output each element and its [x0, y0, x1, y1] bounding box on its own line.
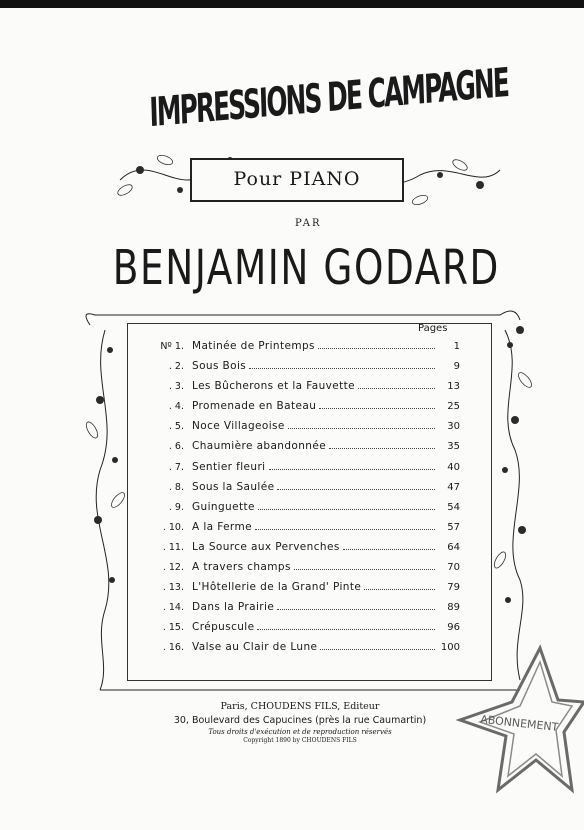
toc-title: A la Ferme — [192, 520, 252, 533]
toc-page: 89 — [447, 602, 460, 614]
toc-number: . 11. — [162, 541, 184, 553]
leader-dots — [249, 368, 435, 369]
toc-number: . 2. — [168, 361, 184, 373]
toc-page: 40 — [447, 461, 460, 473]
toc-number: . 3. — [168, 381, 184, 393]
toc-page: 79 — [447, 582, 460, 594]
rights-notice: Tous droits d'exécution et de reproduction réservés — [208, 728, 392, 736]
toc-number: . 5. — [168, 421, 184, 433]
toc-page: 9 — [453, 361, 460, 373]
copyright-notice: Copyright 1890 by CHOUDENS FILS — [243, 737, 357, 744]
toc-title: Sentier fleuri — [192, 460, 266, 473]
toc-row — [150, 581, 460, 601]
leader-dots — [277, 609, 435, 610]
toc-page: 57 — [447, 521, 460, 533]
leader-dots — [255, 529, 435, 530]
toc-row — [150, 461, 460, 481]
leader-dots — [277, 489, 435, 490]
toc-row — [150, 481, 460, 501]
toc-row — [150, 521, 460, 541]
toc-number: . 13. — [162, 582, 184, 594]
toc-number: . 8. — [168, 481, 184, 493]
leader-dots — [288, 428, 435, 429]
toc-title: Noce Villageoise — [192, 420, 285, 433]
publisher-block — [150, 700, 450, 745]
work-title: IMPRESSIONS DE CAMPAGNE — [148, 60, 509, 137]
publisher-address: 30, Boulevard des Capucines (près la rue Caumartin) — [173, 715, 427, 726]
leader-dots — [343, 549, 435, 550]
toc-number: . 14. — [162, 602, 184, 614]
toc-row — [150, 440, 460, 460]
toc-number: . 4. — [168, 401, 184, 413]
toc-page: 96 — [447, 622, 460, 634]
pages-header: Pages — [418, 323, 448, 334]
toc-row — [150, 420, 460, 440]
toc-title: Valse au Clair de Lune — [192, 641, 318, 654]
toc-title: La Source aux Pervenches — [192, 540, 340, 553]
toc-page: 25 — [447, 401, 460, 413]
leader-dots — [269, 469, 436, 470]
toc-page: 1 — [453, 341, 460, 352]
toc-row — [150, 621, 460, 641]
toc-row — [150, 641, 460, 661]
toc-title: Dans la Prairie — [192, 601, 275, 614]
toc-number: . 15. — [162, 622, 184, 634]
toc-title: Sous la Saulée — [192, 480, 275, 493]
toc-page: 70 — [447, 562, 460, 574]
toc-row — [150, 501, 460, 521]
leader-dots — [319, 408, 435, 409]
stamp-text: ABONNEMENT — [479, 712, 559, 734]
toc-row — [150, 380, 460, 400]
toc-number: . 7. — [168, 461, 184, 473]
leader-dots — [329, 448, 435, 449]
toc-row — [150, 561, 460, 581]
leader-dots — [364, 589, 435, 590]
subtitle: Pour PIANO — [233, 168, 361, 190]
top-border — [0, 0, 584, 8]
toc-number: . 12. — [162, 562, 184, 574]
leader-dots — [258, 509, 435, 510]
table-of-contents — [150, 340, 460, 662]
toc-page: 30 — [447, 421, 460, 433]
leader-dots — [257, 629, 435, 630]
toc-row — [150, 360, 460, 380]
toc-number: . 10. — [162, 521, 184, 533]
composer-name: BENJAMIN GODARD — [112, 240, 500, 296]
toc-row — [150, 400, 460, 420]
toc-row — [150, 601, 460, 621]
toc-title: Les Bûcherons et la Fauvette — [192, 380, 355, 393]
toc-title: Promenade en Bateau — [192, 400, 317, 413]
leader-dots — [294, 569, 435, 570]
leader-dots — [320, 649, 435, 650]
toc-page: 54 — [447, 501, 460, 513]
toc-title: L'Hôtellerie de la Grand' Pinte — [192, 581, 362, 594]
toc-number: . 6. — [168, 441, 184, 453]
toc-number: Nº 1. — [160, 341, 184, 352]
library-stamp — [440, 640, 584, 830]
toc-title: Sous Bois — [192, 360, 247, 373]
toc-title: A travers champs — [192, 561, 291, 574]
publisher-name: Paris, CHOUDENS FILS, Editeur — [220, 701, 380, 712]
toc-page: 35 — [447, 441, 460, 453]
toc-title: Guinguette — [192, 500, 255, 513]
toc-number: . 9. — [168, 501, 184, 513]
by-label: PAR — [295, 218, 322, 229]
toc-page: 13 — [447, 381, 460, 393]
toc-page: 64 — [447, 541, 460, 553]
toc-page: 47 — [447, 481, 460, 493]
toc-page: 100 — [440, 642, 460, 654]
toc-title: Matinée de Printemps — [192, 340, 315, 352]
toc-number: . 16. — [162, 642, 184, 654]
toc-row — [150, 340, 460, 360]
toc-title: Crépuscule — [192, 621, 255, 634]
toc-row — [150, 541, 460, 561]
toc-title: Chaumière abandonnée — [192, 440, 327, 453]
leader-dots — [358, 388, 435, 389]
leader-dots — [318, 348, 435, 349]
